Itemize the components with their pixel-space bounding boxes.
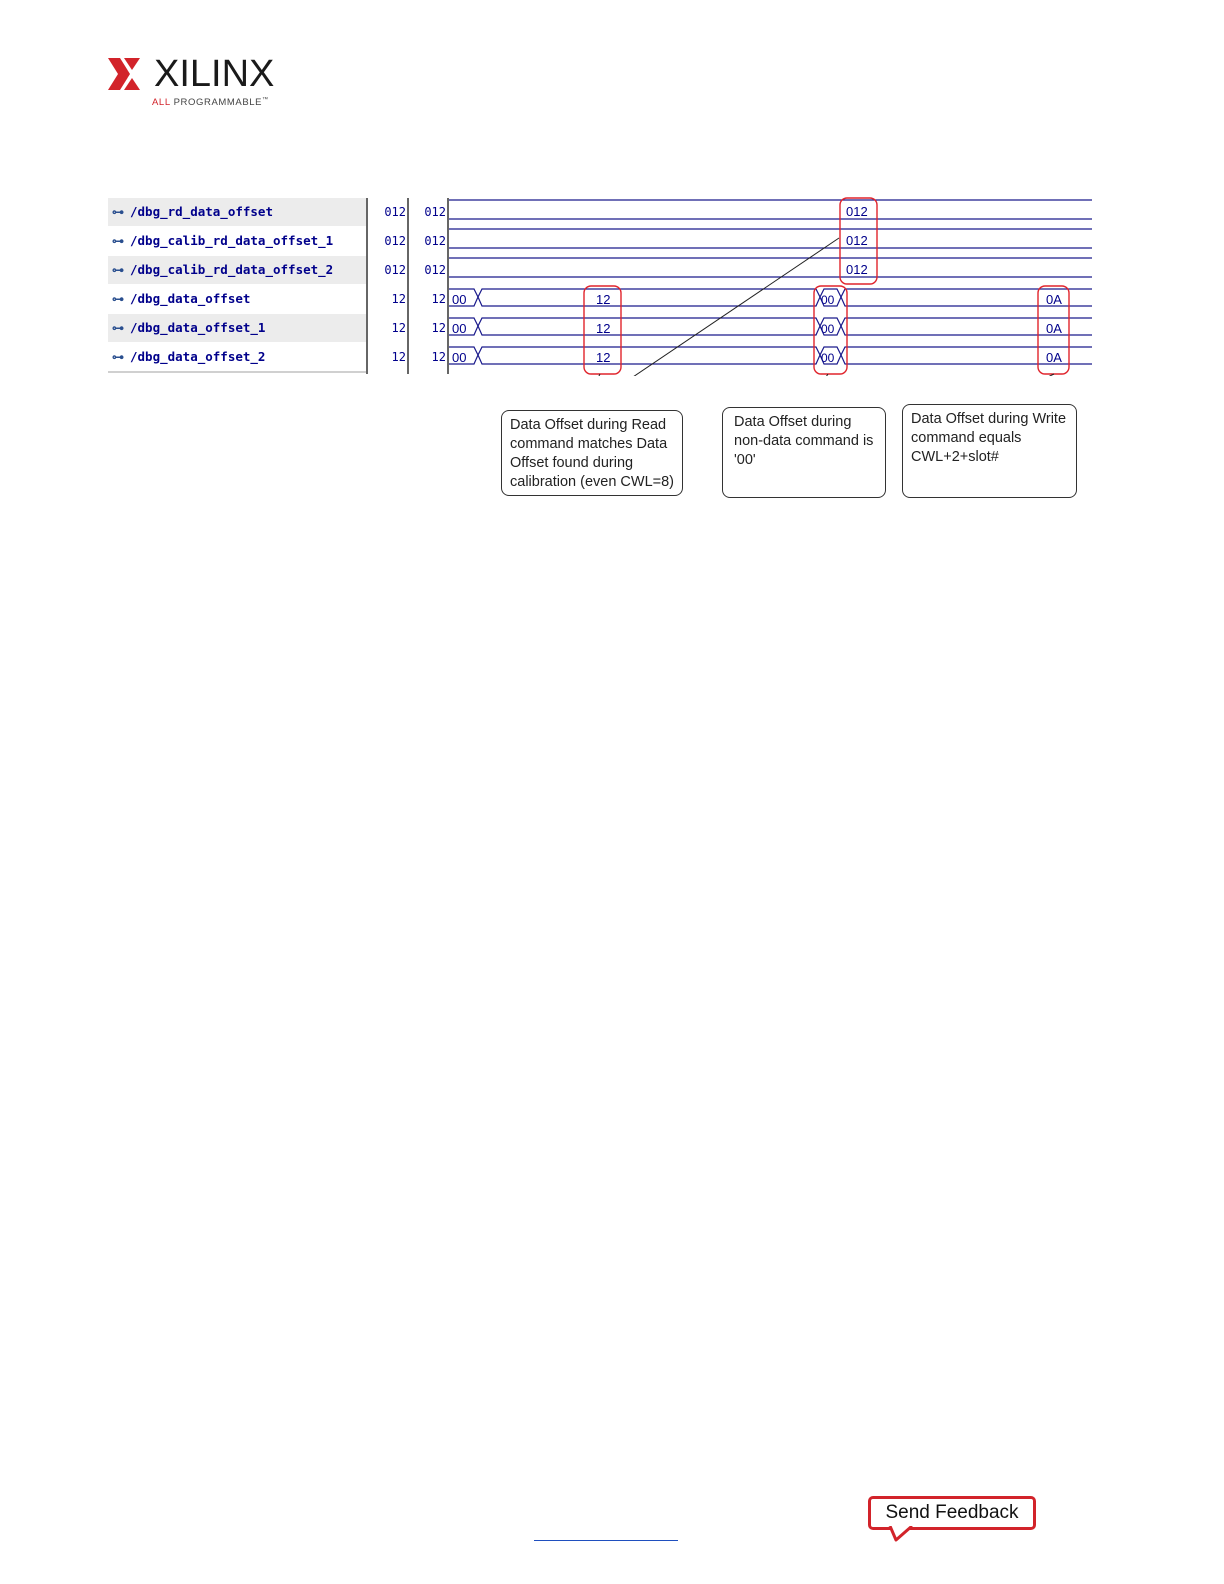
bus-value-label: 12 — [596, 292, 611, 307]
signal-row[interactable] — [108, 314, 366, 342]
callout-read-offset — [501, 410, 683, 496]
bus-value-label: 0A — [1046, 292, 1062, 307]
speech-tail-icon — [888, 1526, 914, 1542]
brand-name: XILINX — [154, 53, 275, 95]
signal-cursor-value: 012 — [384, 234, 406, 248]
signal-row[interactable] — [108, 227, 366, 255]
signal-pin-icon: ⊶ — [112, 234, 124, 248]
callout-line: calibration (even CWL=8) — [510, 474, 675, 490]
signal-name: /dbg_calib_rd_data_offset_1 — [130, 233, 334, 248]
signal-value: 12 — [431, 350, 446, 364]
bus-value-label: 12 — [596, 350, 611, 365]
signal-value: 12 — [431, 321, 446, 335]
signal-value: 012 — [424, 234, 446, 248]
bus-value-label: 00 — [452, 321, 467, 336]
signal-pin-icon: ⊶ — [112, 205, 124, 219]
signal-pin-icon: ⊶ — [112, 263, 124, 277]
signal-row[interactable] — [108, 256, 366, 284]
bus-value-label: 0A — [1046, 350, 1062, 365]
callout-write-offset — [902, 404, 1077, 498]
callout-line: CWL+2+slot# — [911, 449, 999, 465]
bus-value-label: 012 — [846, 204, 868, 219]
bus-value-label: 00 — [821, 293, 835, 307]
bus-value-label: 00 — [452, 350, 467, 365]
bus-value-label: 00 — [821, 351, 835, 365]
xilinx-logo — [108, 54, 288, 114]
footer-link[interactable] — [534, 1526, 678, 1541]
signal-name: /dbg_rd_data_offset — [130, 204, 273, 219]
signal-row[interactable] — [108, 343, 366, 371]
signal-value: 012 — [424, 263, 446, 277]
xilinx-mark-icon — [108, 56, 142, 92]
signal-value: 012 — [424, 205, 446, 219]
signal-cursor-value: 12 — [391, 292, 406, 306]
callout-line: Data Offset during — [734, 414, 852, 430]
callout-line: command equals — [911, 430, 1022, 446]
signal-name: /dbg_data_offset — [130, 291, 251, 306]
signal-pin-icon: ⊶ — [112, 321, 124, 335]
callout-line: '00' — [734, 452, 756, 468]
bus-value-label: 00 — [452, 292, 467, 307]
signal-cursor-value: 12 — [391, 321, 406, 335]
callout-line: Offset found during — [510, 455, 634, 471]
signal-row[interactable] — [108, 198, 366, 226]
callout-idle-offset — [722, 407, 886, 498]
bus-value-label: 012 — [846, 233, 868, 248]
waveform-viewer — [108, 196, 1092, 376]
bus-value-label: 0A — [1046, 321, 1062, 336]
bus-value-label: 00 — [821, 322, 835, 336]
signal-pin-icon: ⊶ — [112, 292, 124, 306]
signal-row[interactable] — [108, 285, 366, 313]
signal-name: /dbg_data_offset_2 — [130, 349, 266, 364]
bus-value-label: 012 — [846, 262, 868, 277]
signal-cursor-value: 012 — [384, 263, 406, 277]
callout-line: non-data command is — [734, 433, 874, 449]
signal-cursor-value: 12 — [391, 350, 406, 364]
signal-value: 12 — [431, 292, 446, 306]
callout-line: Data Offset during Read — [510, 417, 667, 433]
signal-name: /dbg_data_offset_1 — [130, 320, 266, 335]
signal-cursor-value: 012 — [384, 205, 406, 219]
signal-name: /dbg_calib_rd_data_offset_2 — [130, 262, 334, 277]
signal-pin-icon: ⊶ — [112, 350, 124, 364]
callout-line: command matches Data — [510, 436, 668, 452]
send-feedback-button[interactable]: Send Feedback — [868, 1496, 1036, 1530]
brand-tagline: ALL PROGRAMMABLE™ — [152, 97, 269, 109]
bus-value-label: 12 — [596, 321, 611, 336]
callout-line: Data Offset during Write — [911, 411, 1067, 427]
